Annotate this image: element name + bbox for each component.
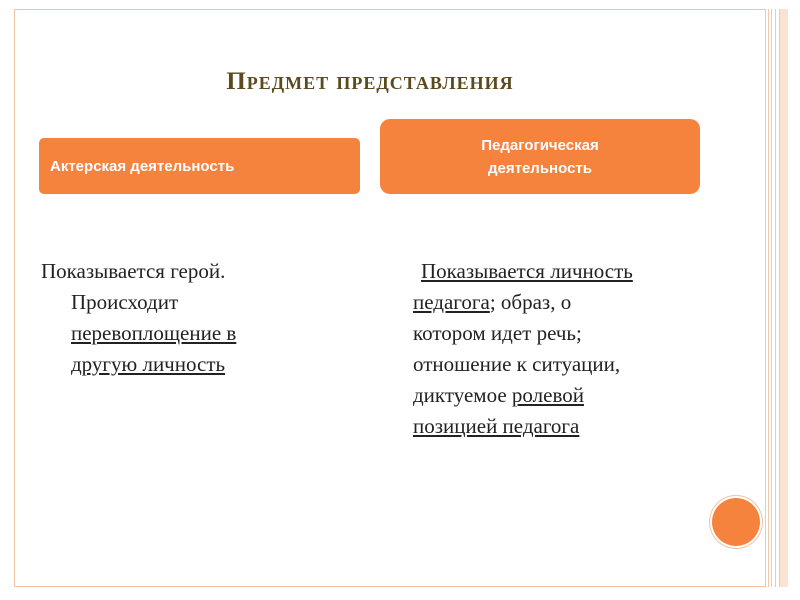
acting-line-2: Происходит bbox=[71, 290, 179, 314]
pedagogical-line-1: Показывается личность bbox=[421, 259, 633, 283]
acting-activity-label: Актерская деятельность bbox=[50, 157, 235, 175]
pedagogical-line-3: котором идет речь; bbox=[413, 321, 582, 345]
frame-bottom-border bbox=[14, 586, 780, 587]
frame-top-border bbox=[14, 9, 780, 10]
slide-title: Предмет представления bbox=[226, 68, 514, 95]
pedagogical-line-6: позицией педагога bbox=[413, 414, 580, 438]
acting-activity-box bbox=[39, 138, 360, 194]
pedagogical-description bbox=[413, 256, 713, 442]
decorative-circle bbox=[712, 498, 760, 546]
pedagogical-line-5-plain: диктуемое bbox=[413, 383, 512, 407]
frame-right-band bbox=[780, 9, 788, 587]
pedagogical-line-2-rest: ; образ, о bbox=[489, 290, 572, 314]
acting-line-1: Показывается герой. bbox=[41, 259, 226, 283]
frame-right-stripes bbox=[765, 9, 780, 587]
pedagogical-activity-box bbox=[380, 119, 700, 194]
pedagogical-line-5-link: ролевой bbox=[511, 383, 584, 407]
pedagogical-activity-label: Педагогическая деятельность bbox=[481, 136, 599, 177]
acting-line-3: перевоплощение в bbox=[71, 321, 237, 345]
acting-line-4: другую личность bbox=[71, 352, 226, 376]
pedagogical-line-4: отношение к ситуации, bbox=[413, 352, 621, 376]
pedagogical-line-2-link: педагога bbox=[413, 290, 490, 314]
acting-description bbox=[41, 256, 341, 380]
